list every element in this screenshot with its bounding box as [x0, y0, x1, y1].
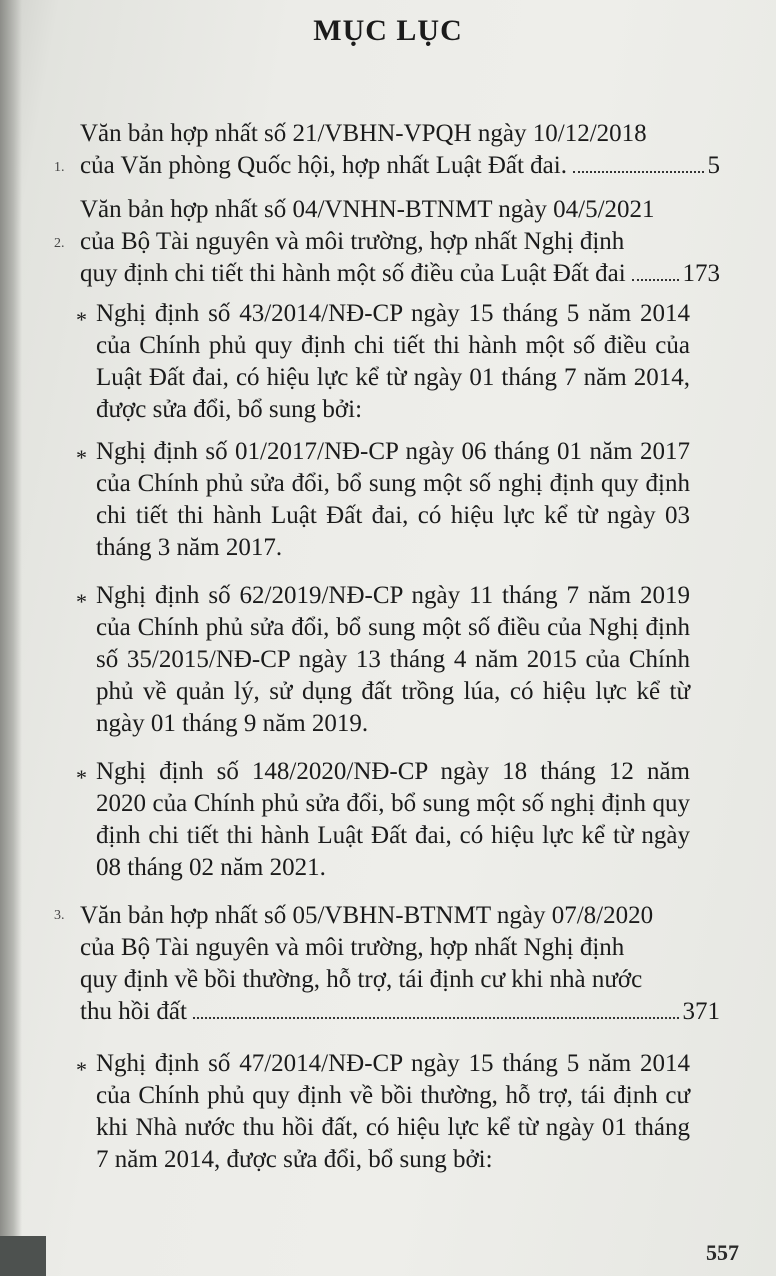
toc-entry-3: [54, 900, 720, 1028]
toc-entry-2: [54, 194, 720, 290]
toc-entry-text: quy định chi tiết thi hành một số điều của Luật Đất đai: [80, 260, 626, 287]
toc-subitem: [76, 756, 690, 884]
asterisk-bullet: *: [76, 307, 87, 332]
toc-entry-number: 3.: [54, 908, 65, 923]
toc-entry-last-line: [80, 996, 720, 1028]
page-number: 557: [706, 1240, 739, 1265]
toc-page-number: 371: [682, 998, 720, 1025]
page-title: MỤC LỤC: [313, 14, 463, 47]
toc-page-number: 173: [682, 260, 720, 287]
asterisk-bullet: *: [76, 445, 87, 470]
toc-entry-line: Văn bản hợp nhất số 05/VBHN-BTNMT ngày 07/8/2020: [80, 902, 654, 929]
toc-entry-text: thu hồi đất: [80, 998, 187, 1025]
dot-leader: [573, 171, 704, 173]
toc-page-number: 5: [707, 152, 720, 179]
asterisk-bullet: *: [76, 589, 87, 614]
background-corner: [0, 1236, 46, 1276]
toc-subitem-text: Nghị định số 47/2014/NĐ-CP ngày 15 tháng 5 năm 2014 của Chính phủ quy định về bồi thường, hỗ trợ, tái định cư khi Nhà nước thu hồi đất, có hiệu lực kể từ ngày 01 tháng 7 năm 2014, được sửa đổi, bổ sung bởi:: [96, 1050, 690, 1173]
toc-subitem-text: Nghị định số 148/2020/NĐ-CP ngày 18 tháng 12 năm 2020 của Chính phủ sửa đổi, bổ sung một số nghị định quy định chi tiết thi hành Luật Đất đai, có hiệu lực kể từ ngày 08 tháng 02 năm 2021.: [96, 758, 690, 881]
toc-subitem-text: Nghị định số 01/2017/NĐ-CP ngày 06 tháng 01 năm 2017 của Chính phủ sửa đổi, bổ sung một số nghị định quy định chi tiết thi hành Luật Đất đai, có hiệu lực kể từ ngày 03 tháng 3 năm 2017.: [96, 438, 690, 561]
toc-subitem-text: Nghị định số 43/2014/NĐ-CP ngày 15 tháng 5 năm 2014 của Chính phủ quy định chi tiết thi hành một số điều của Luật Đất đai, có hiệu lực kể từ ngày 01 tháng 7 năm 2014, được sửa đổi, bổ sung bởi:: [96, 300, 690, 423]
toc-entry-line: của Bộ Tài nguyên và môi trường, hợp nhất Nghị định: [80, 228, 625, 255]
toc-entry-last-line: [80, 150, 720, 182]
toc-entry-line: quy định về bồi thường, hỗ trợ, tái định cư khi nhà nước: [80, 966, 643, 993]
asterisk-bullet: *: [76, 765, 87, 790]
toc-subitem: [76, 580, 690, 740]
toc-entry-line: Văn bản hợp nhất số 21/VBHN-VPQH ngày 10/12/2018: [80, 120, 647, 147]
toc-entry-text: của Văn phòng Quốc hội, hợp nhất Luật Đất đai.: [80, 152, 567, 179]
dot-leader: [632, 279, 679, 281]
toc-entry-line: Văn bản hợp nhất số 04/VNHN-BTNMT ngày 04/5/2021: [80, 196, 655, 223]
toc-subitem: [76, 298, 690, 426]
page-gutter-shadow: [0, 0, 22, 1276]
asterisk-bullet: *: [76, 1057, 87, 1082]
dot-leader: [193, 1017, 679, 1019]
toc-subitem: [76, 436, 690, 564]
toc-subitem-text: Nghị định số 62/2019/NĐ-CP ngày 11 tháng 7 năm 2019 của Chính phủ sửa đổi, bổ sung một số điều của Nghị định số 35/2015/NĐ-CP ngày 13 tháng 4 năm 2015 của Chính phủ về quản lý, sử dụng đất trồng lúa, có hiệu lực kể từ ngày 01 tháng 9 năm 2019.: [96, 582, 690, 737]
toc-entry-number: 1.: [54, 160, 65, 175]
toc-entry-last-line: [80, 258, 720, 290]
toc-entry-1: [54, 118, 720, 182]
toc-entry-number: 2.: [54, 236, 65, 251]
toc-subitem: [76, 1048, 690, 1176]
toc-entry-line: của Bộ Tài nguyên và môi trường, hợp nhất Nghị định: [80, 934, 625, 961]
